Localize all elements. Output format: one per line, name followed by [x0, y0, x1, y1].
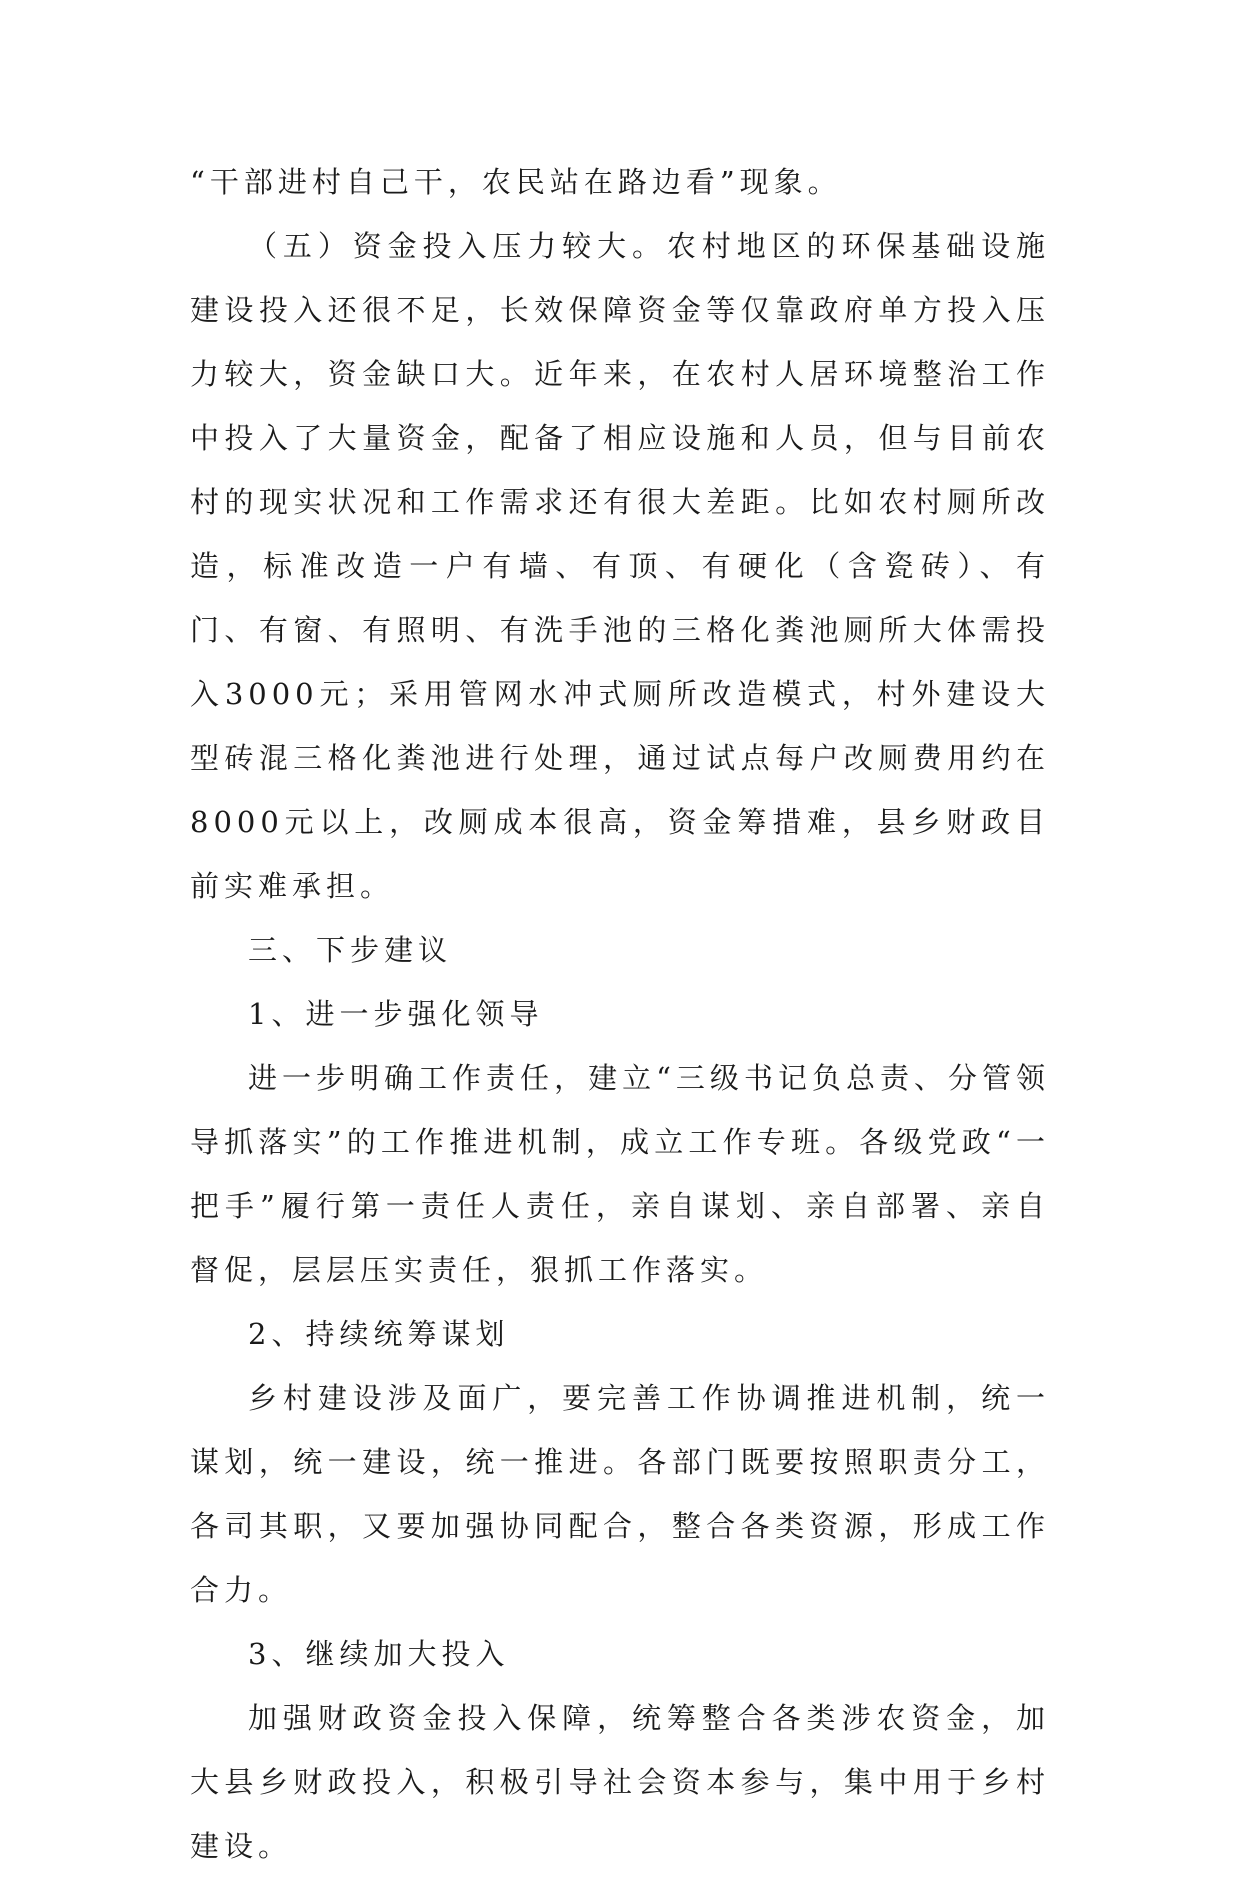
paragraph-leadership: 进一步明确工作责任，建立“三级书记负总责、分管领导抓落实”的工作推进机制，成立工作专班。各级党政“一把手”履行第一责任人责任，亲自谋划、亲自部署、亲自督促，层层压实责任，狠抓工作落实。: [190, 1061, 1050, 1287]
subheading-strengthen-leadership: 1、进一步强化领导: [248, 997, 544, 1031]
paragraph-continuation: “干部进村自己干，农民站在路边看”现象。: [190, 165, 842, 199]
document-page: [190, 150, 1050, 1878]
paragraph-planning: 乡村建设涉及面广，要完善工作协调推进机制，统一谋划，统一建设，统一推进。各部门既要按照职责分工，各司其职，又要加强协同配合，整合各类资源，形成工作合力。: [190, 1381, 1050, 1607]
paragraph-funding-pressure: （五）资金投入压力较大。农村地区的环保基础设施建设投入还很不足，长效保障资金等仅靠政府单方投入压力较大，资金缺口大。近年来，在农村人居环境整治工作中投入了大量资金，配备了相应设施和人员，但与目前农村的现实状况和工作需求还有很大差距。比如农村厕所改造，标准改造一户有墙、有顶、有硬化（含瓷砖）、有门、有窗、有照明、有洗手池的三格化粪池厕所大体需投入3000元；采用管网水冲式厕所改造模式，村外建设大型砖混三格化粪池进行处理，通过试点每户改厕费用约在8000元以上，改厕成本很高，资金筹措难，县乡财政目前实难承担。: [190, 229, 1050, 903]
paragraph-investment: 加强财政资金投入保障，统筹整合各类涉农资金，加大县乡财政投入，积极引导社会资本参与，集中用于乡村建设。: [190, 1701, 1050, 1863]
subheading-increase-investment: 3、继续加大投入: [248, 1637, 510, 1671]
subheading-overall-planning: 2、持续统筹谋划: [248, 1317, 510, 1351]
section-heading-next-steps: 三、下步建议: [248, 933, 453, 967]
